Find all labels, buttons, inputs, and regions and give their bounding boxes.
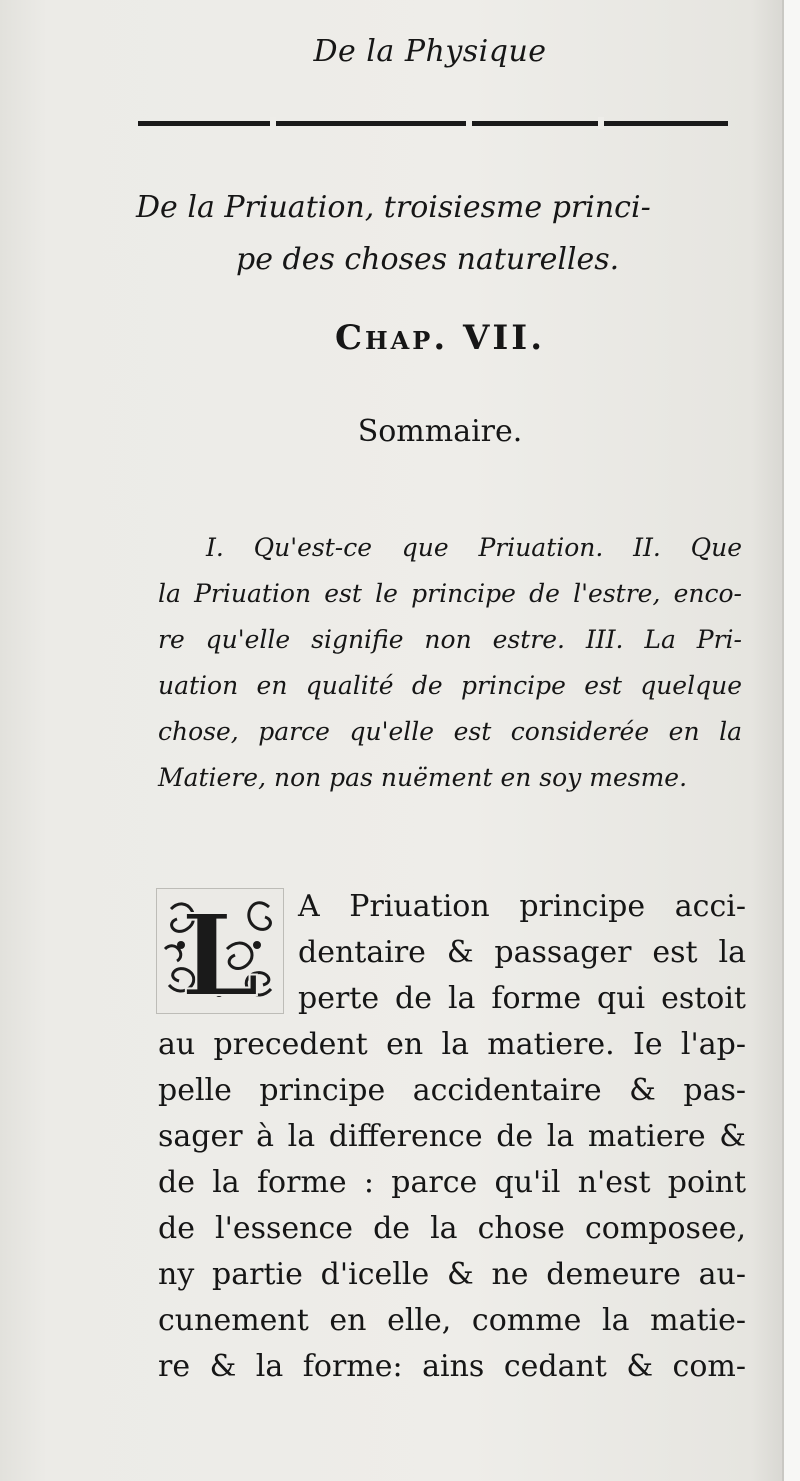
chapter-number: Chap. VII. (334, 318, 546, 358)
body-line: de l'essence de la chose composee, (158, 1211, 746, 1246)
chapter-title-line-2: pe des choses naturelles. (236, 242, 620, 277)
body-line: de la forme : parce qu'il n'est point (158, 1165, 746, 1200)
summary-line: Matiere, non pas nuëment en soy mesme. (158, 763, 688, 792)
body-line: cunement en elle, comme la matie- (158, 1303, 746, 1338)
running-head: De la Physique (313, 34, 547, 69)
rule-gap (270, 117, 276, 129)
summary-line: chose, parce qu'elle est considerée en la (158, 717, 742, 746)
body-line: A Priuation principe acci- (298, 889, 746, 924)
dropcap-letter: L (180, 891, 260, 1013)
body-line: sager à la difference de la matiere & (158, 1119, 746, 1154)
body-line: ny partie d'icelle & ne demeure au- (158, 1257, 746, 1292)
page-edge (782, 0, 800, 1481)
rule-gap (466, 117, 472, 129)
body-line: perte de la forme qui estoit (298, 981, 746, 1016)
body-line: re & la forme: ains cedant & com- (158, 1349, 746, 1384)
header-rule (138, 121, 728, 126)
summary-line: uation en qualité de principe est quelque (158, 671, 742, 700)
summary-heading: Sommaire. (357, 414, 523, 449)
rule-gap (598, 117, 604, 129)
body-paragraph (158, 884, 746, 1390)
chapter-summary (158, 525, 742, 801)
summary-line: re qu'elle signifie non estre. III. La Pri- (158, 625, 742, 654)
chapter-title (136, 182, 746, 286)
body-line: pelle principe accidentaire & pas- (158, 1073, 746, 1108)
chapter-title-line-1: De la Priuation, troisiesme princi- (136, 190, 651, 225)
summary-line: I. Qu'est-ce que Priuation. II. Que (206, 533, 742, 562)
body-line: dentaire & passager est la (298, 935, 746, 970)
body-line: au precedent en la matiere. Ie l'ap- (158, 1027, 746, 1062)
summary-line: la Priuation est le principe de l'estre, enco- (158, 579, 742, 608)
